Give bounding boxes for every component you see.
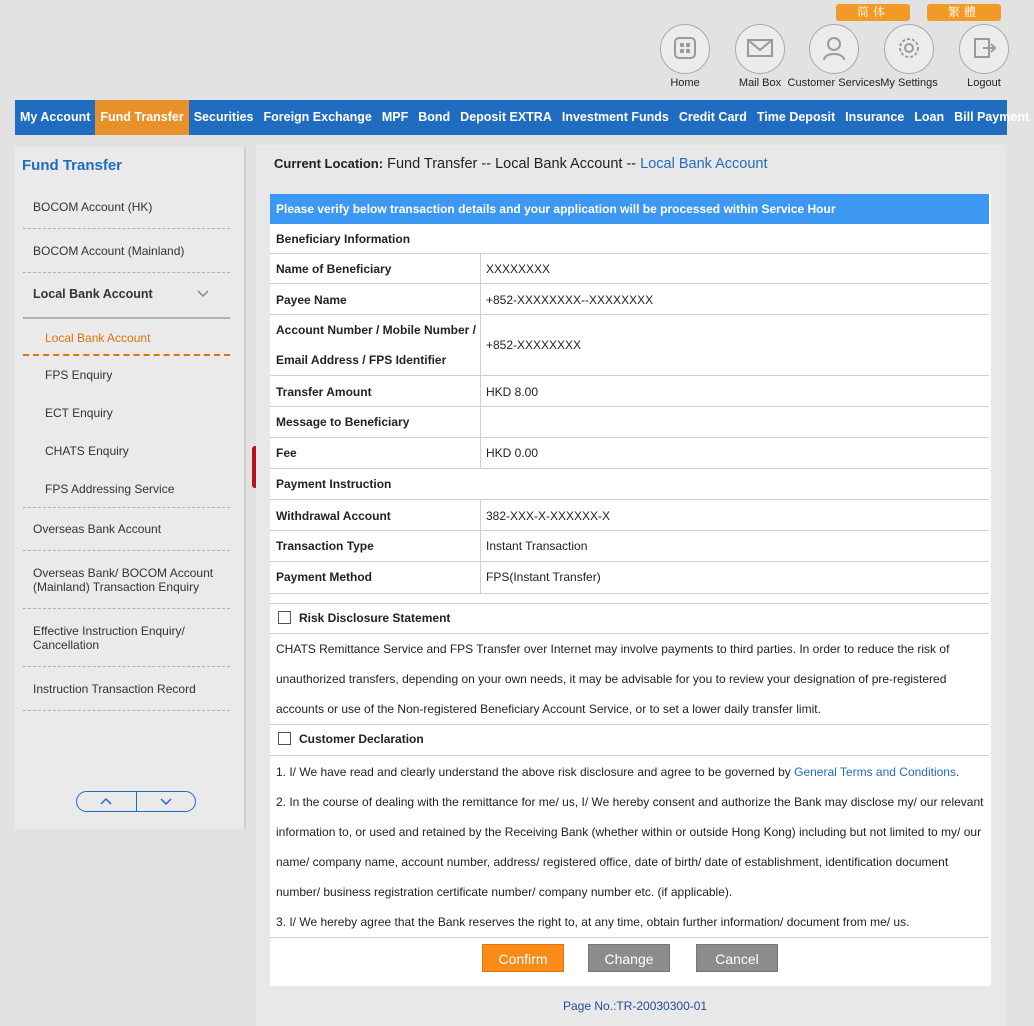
change-button[interactable]: Change [588, 944, 670, 972]
mail-icon [746, 36, 774, 63]
detail-label: Message to Beneficiary [276, 415, 410, 429]
logout-label: Logout [967, 77, 1001, 89]
nav-insurance[interactable]: Insurance [845, 110, 905, 124]
detail-row [270, 562, 989, 594]
nav-my-account[interactable]: My Account [20, 110, 91, 124]
customer-services-label: Customer Services [787, 77, 881, 89]
mail-box-label: Mail Box [738, 77, 782, 89]
nav-bond[interactable]: Bond [418, 110, 451, 124]
mail-box-link[interactable] [730, 24, 790, 89]
section-header [270, 224, 989, 254]
logout-icon [971, 35, 997, 64]
breadcrumb [274, 156, 768, 172]
sidebar-scroll-control [76, 791, 196, 812]
sidebar-item-label: Local Bank Account [33, 287, 153, 301]
nav-loan[interactable]: Loan [914, 110, 945, 124]
nav-time-deposit[interactable]: Time Deposit [756, 110, 836, 124]
sidebar [15, 147, 246, 829]
nav-deposit-extra[interactable]: Deposit EXTRA [460, 110, 552, 124]
gear-icon [895, 34, 923, 65]
detail-row [270, 254, 989, 284]
nav-mpf[interactable]: MPF [381, 110, 409, 124]
my-settings-link[interactable] [879, 24, 939, 89]
traditional-chinese-button[interactable]: 繁體 [927, 4, 1001, 21]
detail-row [270, 500, 989, 531]
page-number: Page No.:TR-20030300-01 [563, 999, 708, 1013]
scroll-up-button[interactable] [77, 792, 137, 811]
detail-value: 382-XXX-X-XXXXXX-X [486, 509, 611, 523]
sidebar-item-instruction-record[interactable]: Instruction Transaction Record [23, 673, 230, 711]
risk-disclosure-header [270, 603, 989, 634]
customer-services-link[interactable] [787, 24, 881, 89]
detail-value: HKD 0.00 [486, 446, 539, 460]
declaration-line: name/ company name, account number, address/ registered office, date of birth/ date of establishment, identification document [276, 855, 949, 869]
sidebar-sub-fps-enquiry[interactable]: FPS Enquiry [45, 368, 113, 382]
logout-link[interactable] [954, 24, 1014, 89]
customer-service-icon [820, 34, 848, 65]
chevron-down-icon [159, 795, 173, 809]
sidebar-item-effective-instruction[interactable]: Effective Instruction Enquiry/ Cancellation [23, 615, 230, 667]
detail-row [270, 438, 989, 469]
declaration-line [276, 765, 986, 779]
confirmation-panel [270, 194, 991, 986]
scroll-down-button[interactable] [137, 792, 196, 811]
detail-label: Payment Method [276, 570, 373, 584]
detail-value: +852-XXXXXXXX--XXXXXXXX [486, 293, 654, 307]
detail-label: Transfer Amount [276, 385, 372, 399]
info-banner: Please verify below transaction details and your application will be processed within Service Hour [270, 194, 989, 224]
confirm-button[interactable]: Confirm [482, 944, 564, 972]
detail-row [270, 531, 989, 562]
nav-foreign-exchange[interactable]: Foreign Exchange [263, 110, 372, 124]
detail-label: Account Number / Mobile Number / [276, 323, 477, 337]
risk-line: accounts or use of the Non-registered Beneficiary Account Service, or to set a lower daily transfer limit. [276, 702, 821, 716]
detail-label: Name of Beneficiary [276, 262, 392, 276]
detail-row [270, 315, 989, 376]
sidebar-title: Fund Transfer [22, 157, 123, 174]
risk-line: CHATS Remittance Service and FPS Transfer over Internet may involve payments to third parties. In order to reduce the risk of [276, 642, 950, 656]
sidebar-sub-ect-enquiry[interactable]: ECT Enquiry [45, 406, 113, 420]
home-label: Home [670, 77, 700, 89]
home-icon [672, 35, 698, 64]
sidebar-item-local-bank-account[interactable] [23, 279, 230, 319]
risk-line: unauthorized transfers, depending on your own needs, it may be advisable for you to review your designation of pre-registered [276, 672, 947, 686]
detail-value: Instant Transaction [486, 539, 588, 553]
sidebar-item-overseas-bank[interactable]: Overseas Bank Account [23, 513, 230, 551]
breadcrumb-prefix: Current Location: [274, 156, 384, 171]
nav-securities[interactable]: Securities [193, 110, 254, 124]
detail-label: Withdrawal Account [276, 509, 391, 523]
general-terms-link[interactable]: General Terms and Conditions [794, 765, 956, 779]
breadcrumb-current: Local Bank Account [640, 156, 768, 172]
nav-investment-funds[interactable]: Investment Funds [561, 110, 669, 124]
sidebar-item-overseas-enquiry[interactable]: Overseas Bank/ BOCOM Account (Mainland) Transaction Enquiry [23, 557, 230, 609]
declaration-line: number/ business registration certificate number/ company number etc. (if applicable). [276, 885, 733, 899]
sidebar-item-bocom-mainland[interactable]: BOCOM Account (Mainland) [23, 235, 230, 273]
declaration-label: Customer Declaration [299, 732, 424, 746]
detail-value: FPS(Instant Transfer) [486, 570, 601, 584]
risk-disclosure-label: Risk Disclosure Statement [299, 611, 451, 625]
section-title: Beneficiary Information [276, 232, 411, 246]
sidebar-sub-chats-enquiry[interactable]: CHATS Enquiry [45, 444, 129, 458]
nav-credit-card[interactable]: Credit Card [678, 110, 747, 124]
my-settings-label: My Settings [880, 77, 938, 89]
detail-label: Payee Name [276, 293, 347, 307]
risk-disclosure-text [270, 634, 989, 725]
main-nav [15, 100, 1030, 135]
nav-fund-transfer[interactable]: Fund Transfer [95, 100, 188, 135]
sidebar-sub-fps-addressing[interactable]: FPS Addressing Service [23, 475, 230, 508]
sidebar-sub-local-bank-account[interactable]: Local Bank Account [23, 323, 230, 356]
declaration-checkbox[interactable] [278, 732, 291, 745]
declaration-line-text: 1. I/ We have read and clearly understand the above risk disclosure and agree to be governed by [276, 765, 795, 779]
declaration-line: 2. In the course of dealing with the remittance for me/ us, I/ We hereby consent and authorize the Bank may disclose my/ our relevant [276, 795, 984, 809]
sidebar-item-bocom-hk[interactable]: BOCOM Account (HK) [23, 191, 230, 229]
home-link[interactable] [655, 24, 715, 89]
breadcrumb-path: Fund Transfer -- Local Bank Account -- [387, 156, 637, 172]
declaration-text [270, 756, 989, 938]
nav-bill-payment[interactable]: Bill Payment [954, 110, 1030, 124]
declaration-line: information to, or used and retained by the Receiving Bank (whether within or outside Hong Kong) including but not limited to my/ our [276, 825, 982, 839]
declaration-line: 3. I/ We hereby agree that the Bank reserves the right to, at any time, obtain further information/ document from me/ us. [276, 915, 910, 929]
risk-disclosure-checkbox[interactable] [278, 611, 291, 624]
chevron-up-icon [99, 795, 113, 809]
declaration-title [278, 732, 424, 746]
chevron-down-icon [196, 287, 210, 301]
detail-value: HKD 8.00 [486, 385, 539, 399]
declaration-line-end: . [955, 765, 960, 779]
detail-label: Transaction Type [276, 539, 374, 553]
declaration-header [270, 725, 989, 756]
detail-value: XXXXXXXX [486, 262, 551, 276]
detail-value: +852-XXXXXXXX [486, 338, 582, 352]
detail-row [270, 407, 989, 438]
section-title: Payment Instruction [276, 477, 392, 491]
simplified-chinese-button[interactable]: 简体 [836, 4, 910, 21]
section-header [270, 469, 989, 500]
detail-row [270, 284, 989, 315]
detail-label: Fee [276, 446, 297, 460]
detail-label: Email Address / FPS Identifier [276, 353, 447, 367]
detail-row [270, 376, 989, 407]
cancel-button[interactable]: Cancel [696, 944, 778, 972]
risk-disclosure-title [278, 611, 450, 625]
